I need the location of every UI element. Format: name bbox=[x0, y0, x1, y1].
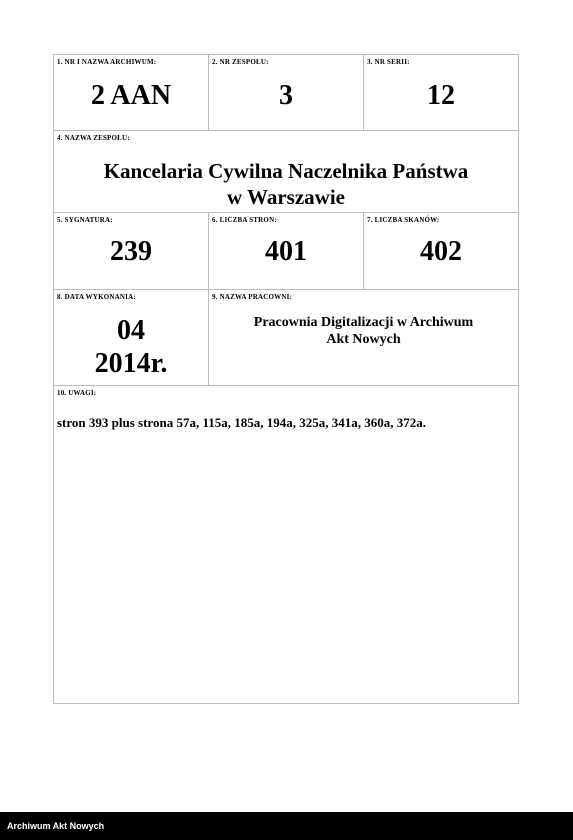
fond-number-value: 3 bbox=[279, 80, 293, 111]
workshop-line2: Akt Nowych bbox=[326, 332, 401, 347]
archive-label: 1. NR I NAZWA ARCHIWUM: bbox=[57, 58, 157, 66]
scan-count-value: 402 bbox=[420, 236, 462, 267]
remarks-cell bbox=[54, 386, 518, 703]
signature-value: 239 bbox=[110, 236, 152, 267]
scan-count-cell bbox=[364, 213, 518, 290]
archive-value: 2 AAN bbox=[90, 80, 172, 111]
date-label: 8. DATA WYKONANIA: bbox=[57, 293, 136, 301]
series-number-value: 12 bbox=[427, 80, 455, 111]
date-line2: 2014r. bbox=[94, 348, 168, 379]
series-number-label: 3. NR SERII: bbox=[367, 58, 410, 66]
signature-cell bbox=[54, 213, 209, 290]
workshop-cell bbox=[209, 290, 518, 386]
page-count-label: 6. LICZBA STRON: bbox=[212, 216, 277, 224]
workshop-label: 9. NAZWA PRACOWNI: bbox=[212, 293, 293, 301]
fond-name-line2: w Warszawie bbox=[226, 185, 345, 209]
fond-number-label: 2. NR ZESPOŁU: bbox=[212, 58, 269, 66]
signature-label: 5. SYGNATURA: bbox=[57, 216, 113, 224]
fond-name-line1: Kancelaria Cywilna Naczelnika Państwa bbox=[103, 159, 469, 183]
workshop-line1: Pracownia Digitalizacji w Archiwum bbox=[253, 315, 474, 330]
fond-name-label: 4. NAZWA ZESPOŁU: bbox=[57, 134, 130, 142]
footer-archive-name: Archiwum Akt Nowych bbox=[7, 821, 105, 831]
archive-record-card bbox=[53, 54, 519, 704]
footer-bar bbox=[0, 812, 573, 840]
scan-count-label: 7. LICZBA SKANÓW: bbox=[367, 216, 440, 224]
series-number-cell bbox=[364, 55, 518, 131]
date-cell bbox=[54, 290, 209, 386]
page-count-value: 401 bbox=[265, 236, 307, 267]
fond-name-cell bbox=[54, 131, 518, 213]
remarks-label: 10. UWAGI: bbox=[57, 389, 97, 397]
archive-cell bbox=[54, 55, 209, 131]
date-line1: 04 bbox=[117, 315, 145, 346]
remarks-text: stron 393 plus strona 57a, 115a, 185a, 194a, 325a, 341a, 360a, 372a. bbox=[57, 415, 426, 430]
fond-number-cell bbox=[209, 55, 364, 131]
page-count-cell bbox=[209, 213, 364, 290]
